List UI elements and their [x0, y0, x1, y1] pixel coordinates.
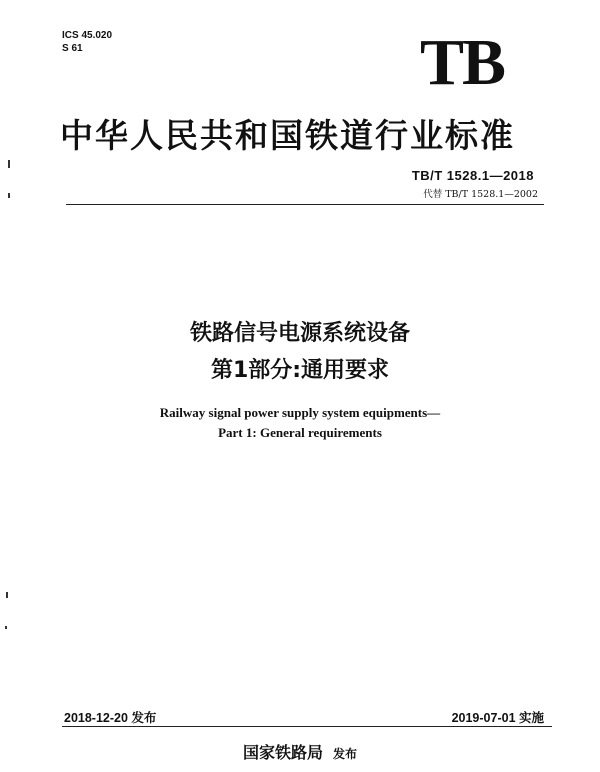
footer-divider — [62, 726, 552, 727]
tb-logo: TB — [419, 26, 504, 99]
scan-mark — [6, 592, 8, 598]
chinese-title-line2: 第1部分:通用要求 — [210, 358, 390, 383]
issuer-line — [0, 740, 600, 763]
replaces-note: 代替 TB/T 1528.1—2002 — [423, 189, 538, 200]
issuer-name: 国家铁路局 — [242, 743, 323, 762]
publish-date: 2018-12-20 发布 — [64, 711, 157, 725]
standard-body-title: 中华人民共和国铁道行业标准 — [60, 116, 515, 155]
ics-code: ICS 45.020 — [62, 30, 113, 41]
implement-date: 2019-07-01 实施 — [451, 711, 544, 725]
ics-block — [62, 29, 112, 55]
header-divider — [66, 204, 544, 205]
scan-mark — [8, 160, 10, 168]
english-title-line2: Part 1: General requirements — [218, 425, 382, 440]
scan-mark — [8, 193, 10, 198]
issuer-suffix: 发布 — [333, 747, 358, 761]
category-code: S 61 — [62, 43, 83, 54]
english-title-line1: Railway signal power supply system equipments— — [159, 405, 441, 420]
chinese-title-line1: 铁路信号电源系统设备 — [189, 321, 410, 346]
standard-number: TB/T 1528.1—2018 — [411, 168, 534, 183]
scan-mark — [5, 626, 7, 629]
